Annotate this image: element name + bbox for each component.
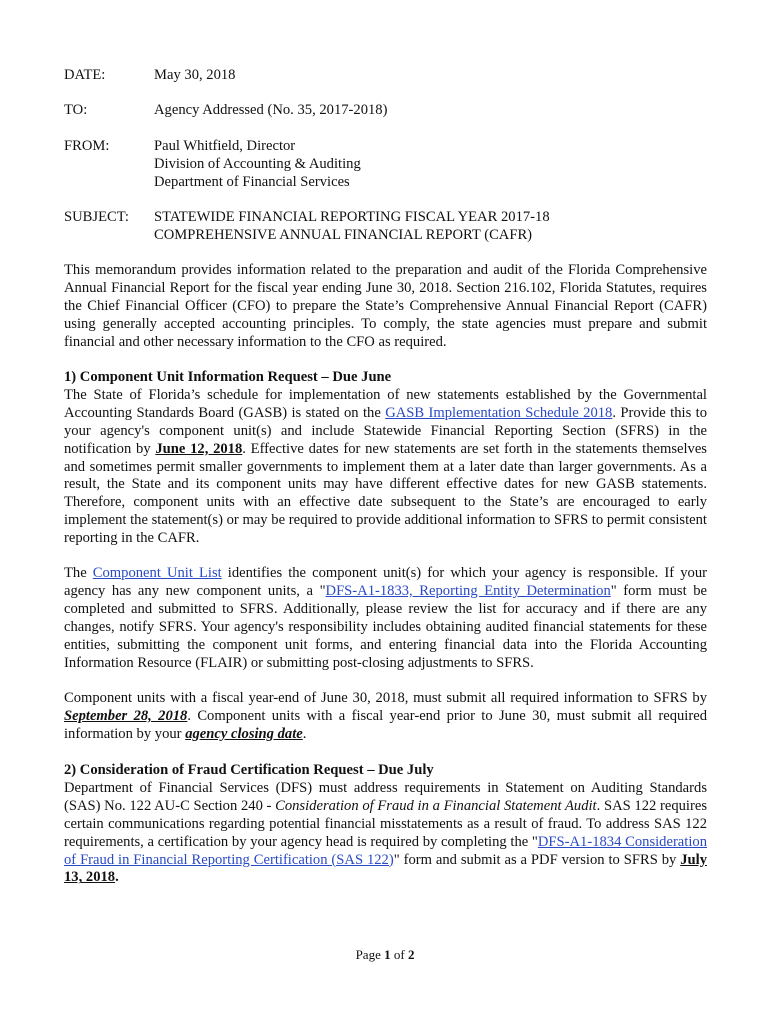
from-value — [154, 137, 361, 191]
sas-title: Consideration of Fraud in a Financial Statement Audit — [275, 797, 597, 814]
subject-value — [154, 208, 550, 244]
from-line: Paul Whitfield, Director — [154, 138, 296, 154]
text-run: The State of Florida’s schedule for implementation of new statements established by the Governmental Accounting Standards Board (GASB) is stated on the — [64, 386, 707, 421]
dfs-a1-1834-link[interactable]: DFS-A1-1834 Consideration of Fraud in Financial Reporting Certification (SAS 122) — [64, 833, 707, 868]
page-word: Page — [355, 947, 381, 962]
component-unit-deadline: September 28, 2018 — [64, 707, 188, 724]
text-run: Department of Financial Services (DFS) must address requirements in Statement on Auditing Standards (SAS) No. 122 AU-C Section 240 - — [64, 779, 707, 814]
subject-line: STATEWIDE FINANCIAL REPORTING FISCAL YEAR 2017-18 — [154, 209, 550, 225]
section-2-paragraph — [64, 780, 707, 887]
subject-line: COMPREHENSIVE ANNUAL FINANCIAL REPORT (CAFR) — [154, 227, 533, 243]
notification-deadline: June 12, 2018 — [155, 440, 243, 457]
to-label: TO: — [64, 102, 88, 118]
text-run: . SAS 122 requires certain communications regarding potential financial misstatements as a result of fraud. To address SAS 122 requirements, a certification by your agency head is required by completing the " — [64, 797, 708, 850]
text-run: . Provide this to your agency's component unit(s) and include Statewide Financial Reporting Section (SFRS) in the notification by — [64, 404, 707, 457]
section-1-paragraph-3 — [64, 690, 707, 744]
subject-label: SUBJECT: — [64, 209, 129, 225]
page-footer — [0, 947, 770, 963]
from-label: FROM: — [64, 138, 110, 154]
text-run: " form must be completed and submitted to SFRS. Additionally, please review the list for accuracy and if there are any changes, notify SFRS. Your agency's responsibility includes obtaining audited financial statements for these entities, submitting the component unit forms, and entering financial data into the Florida Accounting Information Resource (FLAIR) or submitting post-closing adjustments to SFRS. — [64, 582, 707, 671]
text-run: identifies the component unit(s) for which your agency is responsible. If your agency has any new component units, a " — [64, 565, 707, 599]
from-line: Division of Accounting & Auditing — [154, 156, 361, 172]
section-1-heading: 1) Component Unit Information Request – Due June — [64, 369, 392, 385]
text-run: . Effective dates for new statements are set forth in the statements themselves and sometimes permit smaller governments to implement them at a later date than larger governments. As a result, the State and its component units may have different effective dates for new GASB statements. Therefore, component units with an effective date subsequent to the State’s are encouraged to early implement the statement(s) or may be required to provide additional information to SFRS to permit consistent reporting in the CAFR. — [64, 440, 707, 547]
of-word: of — [393, 947, 405, 962]
text-run: . Component units with a fiscal year-end prior to June 30, must submit all required information by your — [64, 707, 707, 742]
component-unit-list-link[interactable]: Component Unit List — [92, 565, 222, 581]
page-total: 2 — [407, 947, 415, 962]
text-run: . — [115, 869, 119, 886]
text-run: Component units with a fiscal year-end of June 30, 2018, must submit all required information to SFRS by — [64, 690, 707, 706]
agency-closing-date: agency closing date — [185, 725, 303, 742]
section-2-heading: 2) Consideration of Fraud Certification Request – Due July — [64, 762, 434, 778]
fraud-certification-deadline: July 13, 2018 — [64, 851, 707, 886]
gasb-schedule-link[interactable]: GASB Implementation Schedule 2018 — [385, 404, 613, 421]
text-run: " form and submit as a PDF version to SFRS by — [393, 851, 681, 868]
from-line: Department of Financial Services — [154, 174, 350, 190]
section-1-paragraph-1 — [64, 387, 707, 548]
dfs-a1-1833-link[interactable]: DFS-A1-1833, Reporting Entity Determination — [325, 582, 611, 599]
to-value: Agency Addressed (No. 35, 2017-2018) — [154, 102, 388, 118]
section-1-paragraph-2 — [64, 565, 707, 672]
text-run: The — [64, 565, 93, 581]
date-label: DATE: — [64, 67, 106, 83]
page-number: 1 — [384, 947, 391, 962]
section-1 — [64, 369, 707, 548]
section-2 — [64, 762, 707, 887]
intro-paragraph: This memorandum provides information related to the preparation and audit of the Florida Comprehensive Annual Financial Report for the fiscal year ending June 30, 2018. Section 216.102, Florida Statutes, requires the Chief Financial Officer (CFO) to prepare the State’s Comprehensive Annual Financial Report (CAFR) using generally accepted accounting principles. To comply, the state agencies must prepare and submit financial and other necessary information to the CFO as required. — [64, 262, 707, 350]
text-run: . — [302, 725, 307, 742]
date-value: May 30, 2018 — [154, 67, 236, 83]
